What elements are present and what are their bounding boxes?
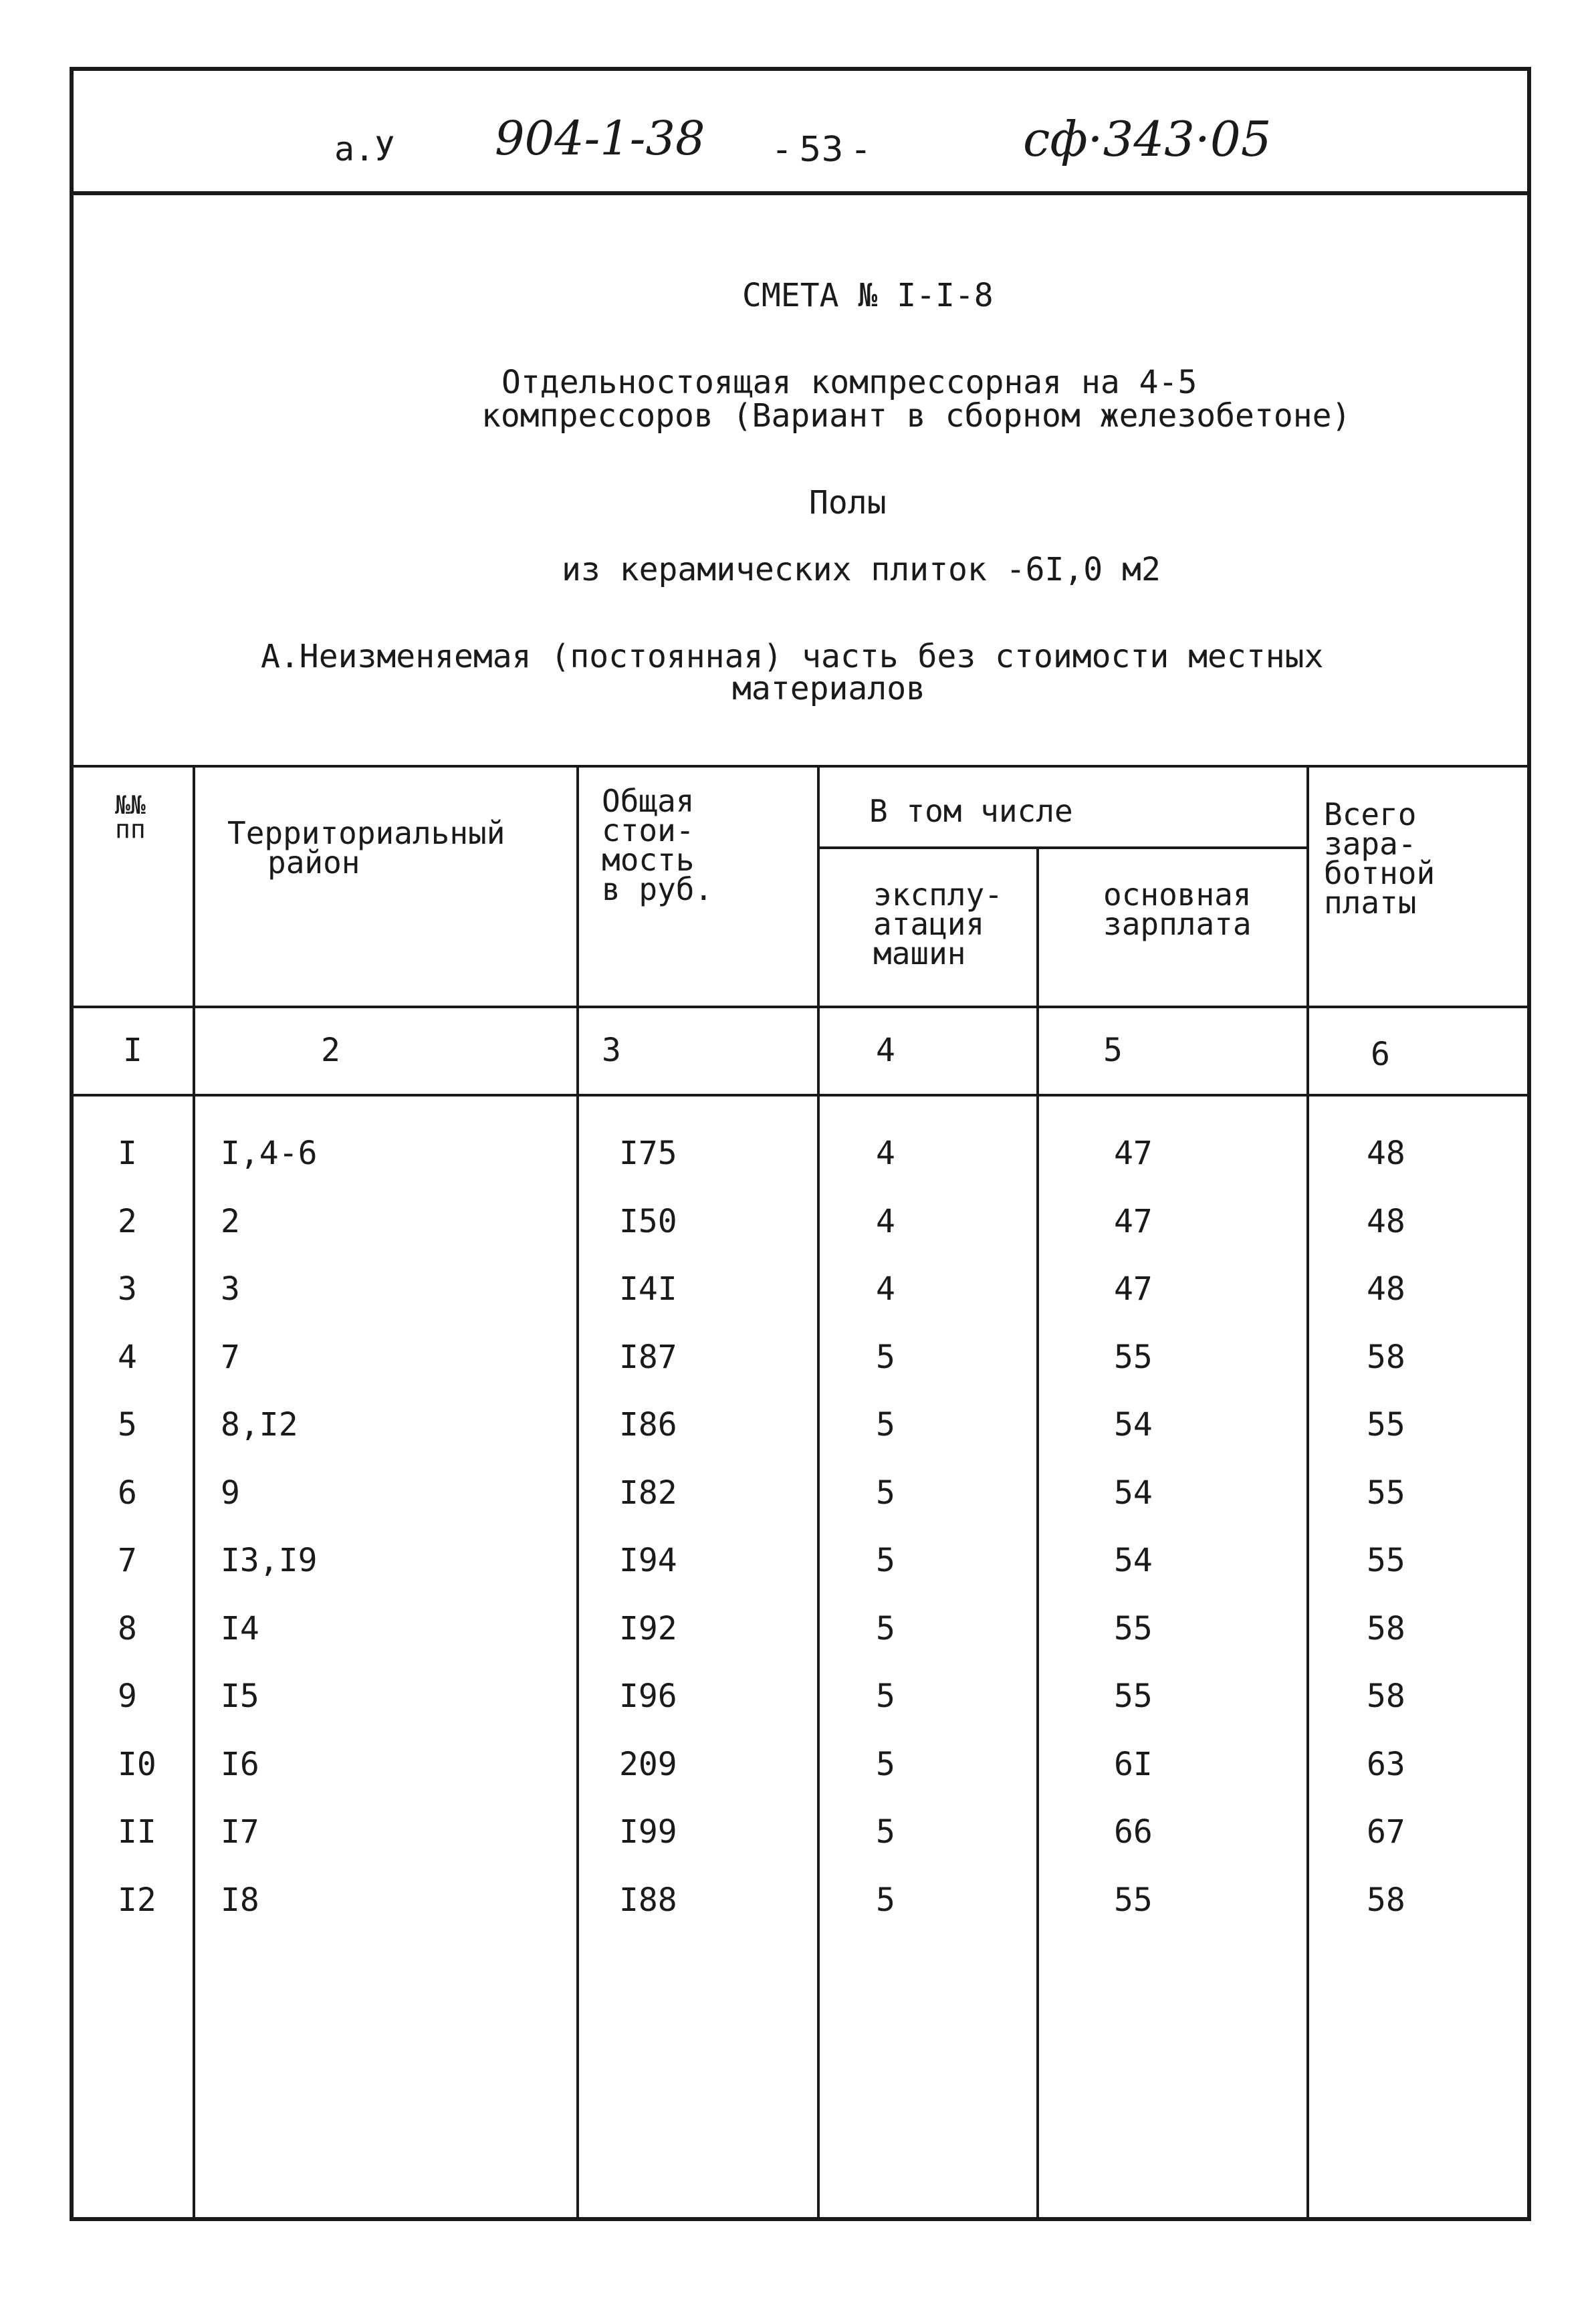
col-number-2: 2: [321, 1032, 340, 1069]
cell-total-cost: I82: [619, 1474, 677, 1512]
cell-region: 3: [221, 1270, 240, 1308]
cell-base-wage: 6I: [1114, 1746, 1153, 1783]
header-num-line2: пп: [115, 814, 146, 844]
cell-base-wage: 47: [1114, 1270, 1153, 1308]
header-including: В том числе: [869, 793, 1073, 829]
cell-row-number: 7: [118, 1542, 137, 1579]
sheet-code: сф·343·05: [1023, 111, 1272, 167]
cell-base-wage: 55: [1114, 1881, 1153, 1919]
cell-machine-operation: 5: [876, 1542, 895, 1579]
cell-base-wage: 47: [1114, 1203, 1153, 1240]
cell-row-number: I: [118, 1135, 137, 1172]
cell-base-wage: 47: [1114, 1135, 1153, 1172]
header-all-line3: ботной: [1324, 855, 1436, 891]
cell-total-wage: 48: [1367, 1135, 1405, 1172]
cell-total-cost: I4I: [619, 1270, 677, 1308]
cell-total-cost: I75: [619, 1135, 677, 1172]
cell-region: I4: [221, 1610, 259, 1647]
cell-total-wage: 48: [1367, 1270, 1405, 1308]
cell-row-number: 4: [118, 1339, 137, 1376]
header-region-line2: район: [267, 844, 360, 881]
cell-total-wage: 55: [1367, 1406, 1405, 1444]
cell-base-wage: 55: [1114, 1339, 1153, 1376]
cell-machine-operation: 4: [876, 1203, 895, 1240]
cell-machine-operation: 5: [876, 1610, 895, 1647]
cell-region: 7: [221, 1339, 240, 1376]
header-wage-line2: зарплата: [1103, 906, 1252, 942]
subsection-title: из керамических плиток -6I,0 м2: [562, 551, 1161, 588]
cell-region: I5: [221, 1678, 259, 1715]
header-all-line2: зара-: [1324, 826, 1417, 862]
cell-base-wage: 54: [1114, 1406, 1153, 1444]
header-base-wage: [1103, 877, 1252, 942]
header-region-line1: Территориальный: [227, 815, 505, 851]
cell-total-cost: I94: [619, 1542, 677, 1579]
part-title-line2: материалов: [732, 670, 925, 707]
cell-row-number: 8: [118, 1610, 137, 1647]
cell-total-cost: I88: [619, 1881, 677, 1919]
cell-total-cost: I50: [619, 1203, 677, 1240]
cell-region: I7: [221, 1813, 259, 1851]
cell-total-wage: 48: [1367, 1203, 1405, 1240]
cell-total-wage: 63: [1367, 1746, 1405, 1783]
cell-total-wage: 58: [1367, 1339, 1405, 1376]
header-code: а.У: [334, 130, 395, 168]
header-num: [115, 790, 146, 844]
header-all-line4: платы: [1324, 885, 1417, 921]
cell-row-number: 9: [118, 1678, 137, 1715]
col-number-6: 6: [1371, 1036, 1390, 1073]
estimate-title: СМЕТА № I-I-8: [742, 277, 994, 314]
cell-region: I,4-6: [221, 1135, 318, 1172]
cell-row-number: I2: [118, 1881, 156, 1919]
cell-region: 9: [221, 1474, 240, 1512]
cell-total-wage: 67: [1367, 1813, 1405, 1851]
cell-machine-operation: 5: [876, 1881, 895, 1919]
header-exp-line1: эксплу-: [873, 877, 1003, 913]
object-name-line1: Отдельностоящая компрессорная на 4-5: [501, 364, 1198, 401]
header-total-line1: Общая: [602, 783, 695, 819]
cell-total-wage: 58: [1367, 1678, 1405, 1715]
cell-row-number: 5: [118, 1406, 137, 1444]
header-exp-line3: машин: [873, 935, 966, 971]
header-total-wage: [1324, 796, 1436, 921]
col-number-1: I: [123, 1032, 142, 1069]
cell-region: 8,I2: [221, 1406, 298, 1444]
header-total-line3: мость: [602, 842, 695, 878]
cell-machine-operation: 5: [876, 1339, 895, 1376]
object-name-line2: компрессоров (Вариант в сборном железобетоне): [481, 397, 1351, 435]
header-total-cost: [602, 783, 713, 907]
cell-row-number: I0: [118, 1746, 156, 1783]
col-number-4: 4: [876, 1032, 895, 1069]
cell-base-wage: 66: [1114, 1813, 1153, 1851]
header-total-line4: в руб.: [602, 871, 713, 907]
header-all-line1: Всего: [1324, 796, 1417, 832]
cell-total-cost: I87: [619, 1339, 677, 1376]
cell-machine-operation: 5: [876, 1813, 895, 1851]
cell-total-wage: 58: [1367, 1610, 1405, 1647]
cell-total-cost: I92: [619, 1610, 677, 1647]
cell-region: I6: [221, 1746, 259, 1783]
cell-machine-operation: 4: [876, 1270, 895, 1308]
cell-base-wage: 55: [1114, 1678, 1153, 1715]
cell-row-number: 2: [118, 1203, 137, 1240]
cell-region: I8: [221, 1881, 259, 1919]
project-number: 904-1-38: [495, 111, 705, 166]
cell-region: 2: [221, 1203, 240, 1240]
cell-region: I3,I9: [221, 1542, 318, 1579]
header-machine-operation: [873, 877, 1003, 971]
cell-base-wage: 55: [1114, 1610, 1153, 1647]
cell-total-wage: 58: [1367, 1881, 1405, 1919]
header-total-line2: стои-: [602, 812, 695, 848]
cell-machine-operation: 4: [876, 1135, 895, 1172]
cell-total-cost: I96: [619, 1678, 677, 1715]
cell-total-cost: I99: [619, 1813, 677, 1851]
page-number: - 53 -: [776, 130, 867, 170]
part-title-line1: А.Неизменяемая (постоянная) часть без стоимости местных: [261, 638, 1324, 675]
cell-row-number: II: [118, 1813, 156, 1851]
cell-row-number: 3: [118, 1270, 137, 1308]
cell-base-wage: 54: [1114, 1474, 1153, 1512]
col-number-3: 3: [602, 1032, 621, 1069]
header-region: [227, 815, 505, 881]
header-wage-line1: основная: [1103, 877, 1252, 913]
section-title: Полы: [809, 484, 887, 522]
cell-row-number: 6: [118, 1474, 137, 1512]
cell-total-wage: 55: [1367, 1474, 1405, 1512]
cell-total-cost: I86: [619, 1406, 677, 1444]
cell-base-wage: 54: [1114, 1542, 1153, 1579]
cell-machine-operation: 5: [876, 1746, 895, 1783]
header-exp-line2: атация: [873, 906, 985, 942]
estimate-sheet: [70, 67, 1531, 2221]
cell-machine-operation: 5: [876, 1678, 895, 1715]
col-number-5: 5: [1103, 1032, 1123, 1069]
header-num-line1: №№: [115, 790, 146, 820]
cell-machine-operation: 5: [876, 1406, 895, 1444]
cell-total-wage: 55: [1367, 1542, 1405, 1579]
cell-machine-operation: 5: [876, 1474, 895, 1512]
cell-total-cost: 209: [619, 1746, 677, 1783]
